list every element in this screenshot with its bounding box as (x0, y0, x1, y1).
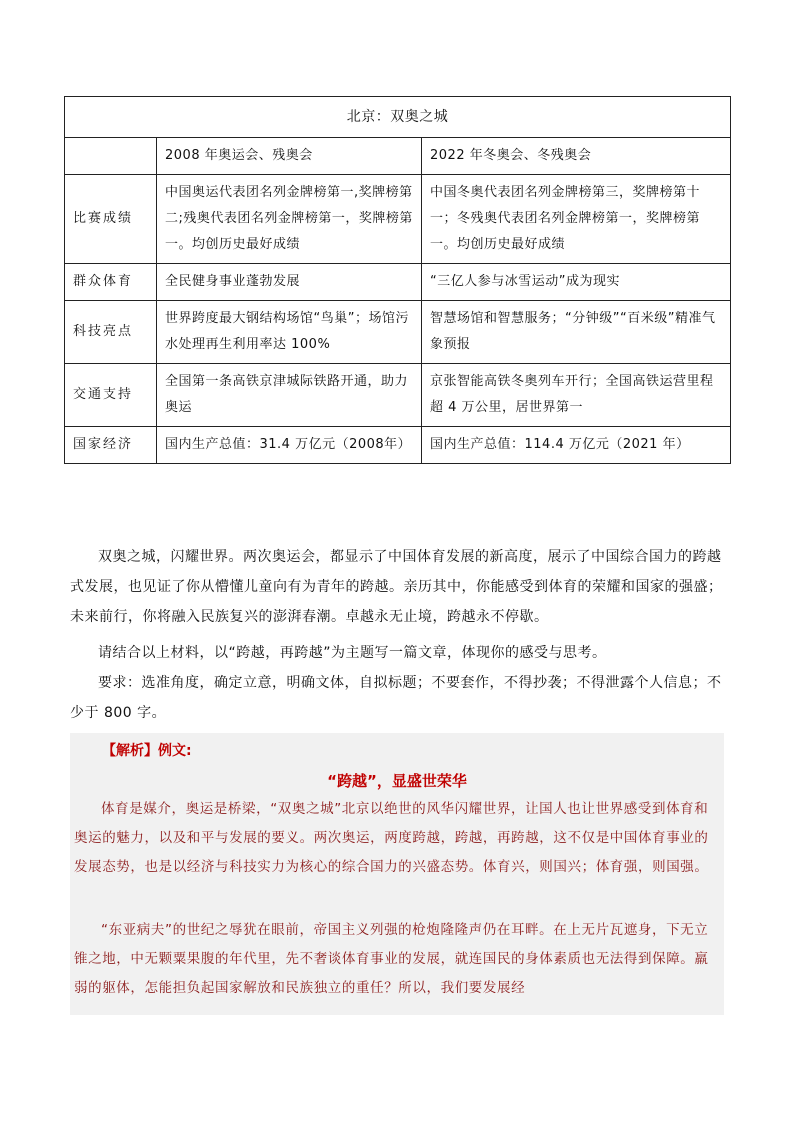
material-paragraph: 双奥之城，闪耀世界。两次奥运会，都显示了中国体育发展的新高度，展示了中国综合国力的跨越式发展，也见证了你从懵懂儿童向有为青年的跨越。亲历其中，你能感受到体育的荣耀和国家的强盛；未来前行，你将融入民族复兴的澎湃春潮。卓越永无止境，跨越永不停歇。 (70, 549, 723, 625)
table-row (65, 264, 731, 301)
header-empty-cell (65, 138, 157, 175)
cell-2022: “三亿人参与冰雪运动”成为现实 (422, 264, 731, 301)
table-row (65, 427, 731, 464)
table-title-row (65, 97, 731, 138)
row-label: 科技亮点 (65, 301, 157, 364)
comparison-table (64, 96, 731, 464)
cell-2022: 国内生产总值：114.4 万亿元（2021 年） (422, 427, 731, 464)
row-label: 群众体育 (65, 264, 157, 301)
row-label: 比赛成绩 (65, 175, 157, 264)
table-title: 北京：双奥之城 (65, 97, 731, 138)
analysis-panel (70, 733, 724, 1015)
cell-2008: 全国第一条高铁京津城际铁路开通，助力奥运 (157, 364, 422, 427)
cell-2022: 智慧场馆和智慧服务；“分钟级”“百米级”精准气象预报 (422, 301, 731, 364)
cell-2022: 京张智能高铁冬奥列车开行；全国高铁运营里程超 4 万公里，居世界第一 (422, 364, 731, 427)
cell-2022: 中国冬奥代表团名列金牌榜第三，奖牌榜第十一；冬残奥代表团名列金牌榜第一，奖牌榜第一。均创历史最好成绩 (422, 175, 731, 264)
table-header-row (65, 138, 731, 175)
cell-2008: 国内生产总值：31.4 万亿元（2008年） (157, 427, 422, 464)
table-row (65, 175, 731, 264)
cell-2008: 全民健身事业蓬勃发展 (157, 264, 422, 301)
writing-requirements: 要求：选准角度，确定立意，明确文体，自拟标题；不要套作，不得抄袭；不得泄露个人信息；不少于 800 字。 (70, 675, 722, 721)
row-label: 国家经济 (65, 427, 157, 464)
header-2008: 2008 年奥运会、残奥会 (157, 138, 422, 175)
table-row (65, 364, 731, 427)
essay-paragraph: 体育是媒介，奥运是桥梁，“双奥之城”北京以绝世的风华闪耀世界，让国人也让世界感受到体育和奥运的魅力，以及和平与发展的要义。两次奥运，两度跨越，跨越，再跨越，这不仅是中国体育事业的发展态势，也是以经济与科技实力为核心的综合国力的兴盛态势。体育兴，则国兴；体育强，则国强。 (74, 801, 709, 875)
cell-2008: 中国奥运代表团名列金牌榜第一,奖牌榜第二;残奥代表团名列金牌榜第一，奖牌榜第一。均创历史最好成绩 (157, 175, 422, 264)
analysis-tag: 【解析】例文: (102, 743, 192, 759)
cell-2008: 世界跨度最大钢结构场馆“鸟巢”；场馆污水处理再生利用率达 100% (157, 301, 422, 364)
writing-prompt: 请结合以上材料，以“跨越，再跨越”为主题写一篇文章，体现你的感受与思考。 (98, 645, 607, 661)
essay-title: “跨越”，显盛世荣华 (327, 772, 467, 790)
header-2022: 2022 年冬奥会、冬残奥会 (422, 138, 731, 175)
row-label: 交通支持 (65, 364, 157, 427)
essay-paragraph: “东亚病夫”的世纪之辱犹在眼前，帝国主义列强的枪炮隆隆声仍在耳畔。在上无片瓦遮身，下无立锥之地，中无颗粟果腹的年代里，先不奢谈体育事业的发展，就连国民的身体素质也无法得到保障。羸弱的躯体，怎能担负起国家解放和民族独立的重任？所以，我们要发展经 (74, 922, 709, 996)
table-row (65, 301, 731, 364)
